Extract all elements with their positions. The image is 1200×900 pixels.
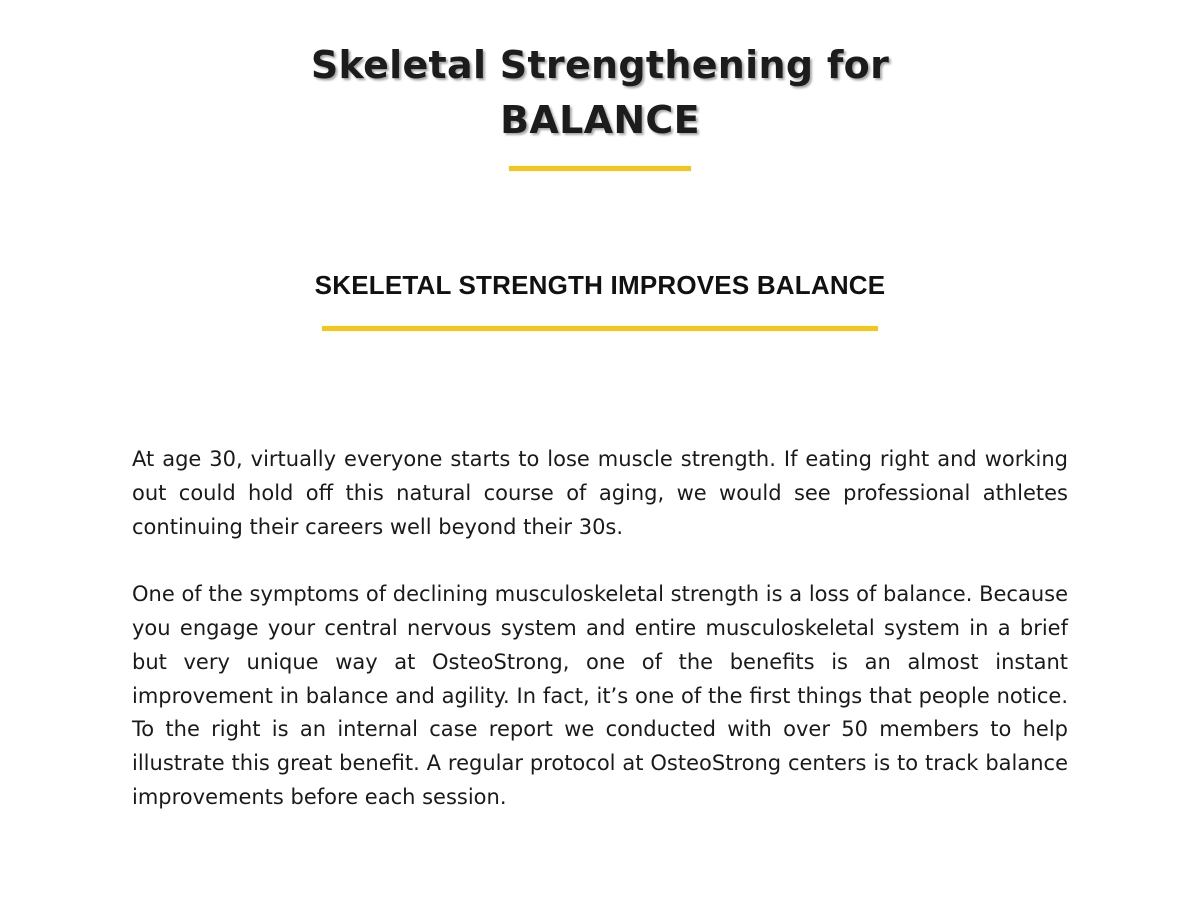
body-text — [132, 443, 1068, 815]
body-paragraph-2: One of the symptoms of declining musculoskeletal strength is a loss of balance. Because you engage your central nervous system and entire musculoskeletal system in a brief but very unique way at OsteoStrong, one of the benefits is an almost instant improvement in balance and agility. In fact, it’s one of the first things that people notice. To the right is an internal case report we conducted with over 50 members to help illustrate this great benefit. A regular protocol at OsteoStrong centers is to track balance improvements before each session. — [132, 582, 1068, 809]
title-underline-divider — [509, 166, 691, 171]
body-paragraph-1: At age 30, virtually everyone starts to lose muscle strength. If eating right and working out could hold off this natural course of aging, we would see professional athletes continuing their careers well beyond their 30s. — [132, 447, 1068, 539]
page-title — [0, 38, 1200, 148]
page-title-line-1: Skeletal Strengthening for — [310, 43, 890, 87]
section-heading: SKELETAL STRENGTH IMPROVES BALANCE — [314, 270, 886, 300]
page-title-line-2: BALANCE — [500, 98, 700, 142]
section-underline-divider — [322, 326, 878, 331]
